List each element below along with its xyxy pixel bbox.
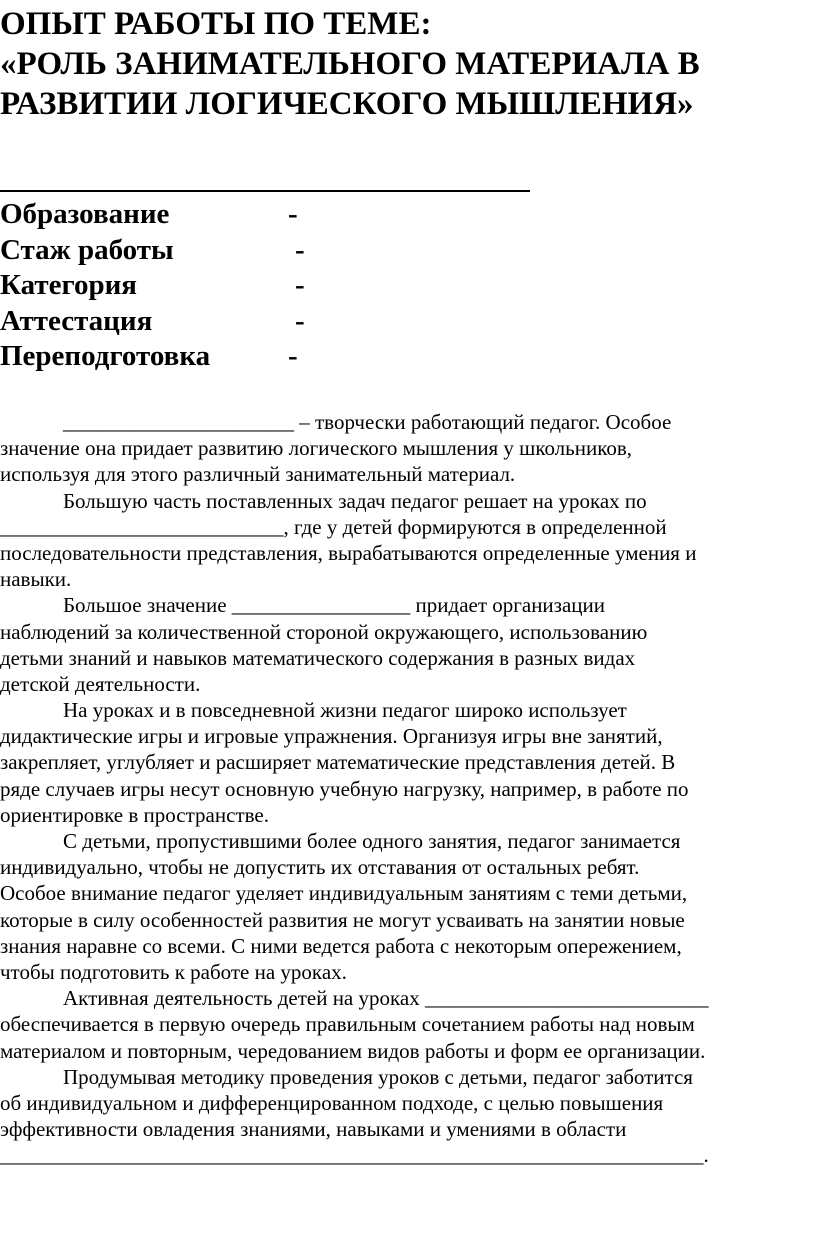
info-row-retraining — [0, 339, 298, 375]
info-label: Образование — [0, 198, 170, 230]
title-line: РАЗВИТИИ ЛОГИЧЕСКОГО МЫШЛЕНИЯ» — [0, 86, 694, 122]
text-line: последовательности представления, вырабатываются определенные умения и — [0, 540, 697, 565]
info-value: - — [295, 304, 305, 337]
title-line: ОПЫТ РАБОТЫ ПО ТЕМЕ: — [0, 6, 432, 42]
text-line: закрепляет, углубляет и расширяет математические представления детей. В — [0, 750, 676, 775]
text-line: ___________________________________________________________________. — [0, 1143, 709, 1168]
text-line: которые в силу особенностей развития не могут усваивать на занятии новые — [0, 907, 685, 932]
document-body — [0, 409, 816, 1168]
info-row-experience — [0, 233, 305, 269]
text-line: об индивидуальном и дифференцированном подходе, с целью повышения — [0, 1090, 664, 1115]
title-line: «РОЛЬ ЗАНИМАТЕЛЬНОГО МАТЕРИАЛА В — [0, 46, 700, 82]
teacher-info — [0, 197, 305, 375]
text-line: наблюдений за количественной стороной окружающего, использованию — [0, 619, 648, 644]
info-value: - — [288, 198, 298, 230]
info-value: - — [295, 233, 305, 266]
text-line: Продумывая методику проведения уроков с детьми, педагог заботится — [63, 1064, 693, 1089]
text-line: материалом и повторным, чередованием видов работы и форм ее организации. — [0, 1038, 706, 1063]
info-value: - — [288, 340, 298, 372]
info-label: Категория — [0, 269, 137, 301]
text-line: ряде случаев игры несут основную учебную нагрузку, например, в работе по — [0, 776, 689, 801]
text-line: детской деятельности. — [0, 671, 201, 696]
text-line: Активная деятельность детей на уроках ___________________________ — [63, 986, 709, 1011]
document-title — [0, 4, 816, 124]
text-line: используя для этого различный занимательный материал. — [0, 462, 516, 487]
name-blank-line — [0, 190, 530, 192]
text-line: ориентировке в пространстве. — [0, 802, 269, 827]
text-line: эффективности овладения знаниями, навыками и умениями в области — [0, 1117, 627, 1142]
info-label: Аттестация — [0, 304, 153, 337]
text-line: чтобы подготовить к работе на уроках. — [0, 959, 347, 984]
text-line: обеспечивается в первую очередь правильным сочетанием работы над новым — [0, 1012, 695, 1037]
text-line: детьми знаний и навыков математического содержания в разных видах — [0, 645, 636, 670]
info-row-category — [0, 268, 305, 304]
text-line: С детьми, пропустившими более одного занятия, педагог занимается — [63, 829, 681, 853]
info-label: Стаж работы — [0, 233, 174, 266]
info-label: Переподготовка — [0, 340, 211, 372]
text-line: дидактические игры и игровые упражнения. Организуя игры вне занятий, — [0, 724, 663, 749]
info-row-attestation — [0, 304, 305, 340]
text-line: значение она придает развитию логического мышления у школьников, — [0, 436, 633, 461]
text-line: ___________________________, где у детей формируются в определенной — [0, 514, 667, 539]
text-line: На уроках и в повседневной жизни педагог широко использует — [63, 698, 627, 723]
text-line: индивидуально, чтобы не допустить их отставания от остальных ребят. — [0, 855, 640, 880]
info-row-education — [0, 197, 298, 233]
text-line: Особое внимание педагог уделяет индивидуальным занятиям с теми детьми, — [0, 881, 688, 906]
text-line: ______________________ – творчески работающий педагог. Особое — [63, 410, 672, 434]
text-line: Большое значение _________________ придает организации — [63, 593, 606, 618]
text-line: Большую часть поставленных задач педагог решает на уроках по — [63, 488, 647, 513]
text-line: навыки. — [0, 567, 72, 592]
info-value: - — [295, 269, 305, 301]
text-line: знания наравне со всеми. С ними ведется работа с некоторым опережением, — [0, 933, 682, 958]
